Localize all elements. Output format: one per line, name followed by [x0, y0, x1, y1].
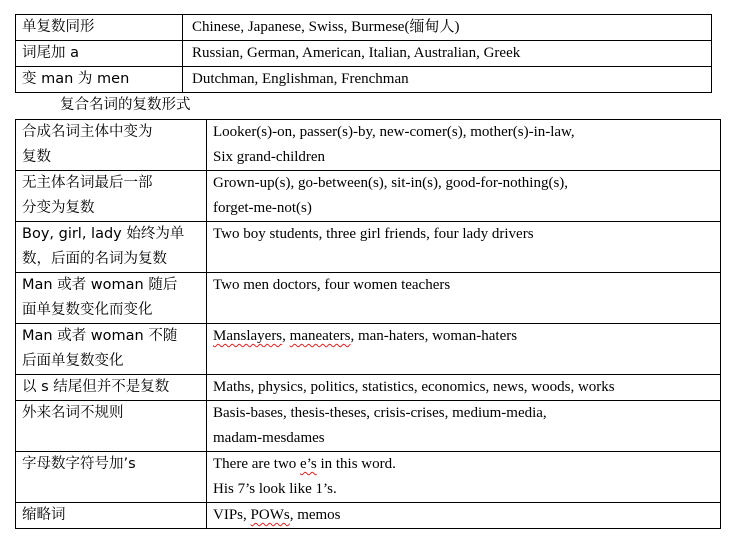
row-examples: Dutchman, Englishman, Frenchman — [183, 67, 712, 93]
row-label — [16, 401, 207, 452]
row-examples — [207, 401, 721, 452]
table-row — [16, 503, 721, 529]
row-label — [16, 452, 207, 503]
section-heading: 复合名词的复数形式 — [60, 97, 191, 113]
example-line: Grown-up(s), go-between(s), sit-in(s), good-for-nothing(s), — [213, 175, 569, 191]
top-table — [15, 14, 712, 93]
example-text: , — [282, 328, 290, 344]
compound-noun-table — [15, 119, 721, 529]
label-line: 复数 — [22, 149, 51, 165]
table-row — [16, 324, 721, 375]
example-line: Looker(s)-on, passer(s)-by, new-comer(s), mother(s)-in-law, — [213, 124, 575, 140]
row-examples — [207, 120, 721, 171]
row-examples — [207, 273, 721, 324]
label-line: 合成名词主体中变为 — [22, 124, 153, 140]
row-examples: Chinese, Japanese, Swiss, Burmese(缅甸人) — [183, 15, 712, 41]
label-line: Boy, girl, lady 始终为单 — [22, 226, 185, 242]
table-row — [16, 41, 712, 67]
row-examples — [207, 171, 721, 222]
row-label — [16, 375, 207, 401]
example-text: , man-haters, woman-haters — [350, 328, 518, 344]
example-line: Maths, physics, politics, statistics, economics, news, woods, works — [213, 379, 615, 395]
table-row — [16, 452, 721, 503]
spellcheck-word: maneaters — [289, 328, 351, 344]
row-examples: Russian, German, American, Italian, Australian, Greek — [183, 41, 712, 67]
row-examples — [207, 324, 721, 375]
example-line: madam-mesdames — [213, 430, 325, 446]
example-line: forget-me-not(s) — [213, 200, 312, 216]
table-row — [16, 171, 721, 222]
spellcheck-word: e’s — [300, 456, 317, 472]
label-line: 缩略词 — [22, 507, 66, 523]
example-text: There are two — [213, 456, 301, 472]
label-line: 外来名词不规则 — [22, 405, 124, 421]
row-examples — [207, 222, 721, 273]
row-label — [16, 222, 207, 273]
label-line: 数，后面的名词为复数 — [22, 251, 167, 267]
spellcheck-word: POWs — [250, 507, 290, 523]
label-line: 无主体名词最后一部 — [22, 175, 153, 191]
row-label: 变 man 为 men — [16, 67, 183, 93]
example-line — [213, 324, 720, 349]
example-text: VIPs, — [213, 507, 251, 523]
table-row — [16, 401, 721, 452]
example-text: , memos — [289, 507, 341, 523]
label-line: 字母数字符号加’s — [22, 456, 136, 472]
row-label — [16, 120, 207, 171]
table-row — [16, 375, 721, 401]
row-label — [16, 324, 207, 375]
row-examples — [207, 452, 721, 503]
example-line: Basis-bases, thesis-theses, crisis-crises, medium-media, — [213, 405, 547, 421]
example-text: in this word. — [316, 456, 396, 472]
row-label — [16, 171, 207, 222]
row-examples — [207, 375, 721, 401]
label-line: Man 或者 woman 不随 — [22, 328, 178, 344]
row-label: 单复数同形 — [16, 15, 183, 41]
spellcheck-word: Manslayers — [213, 328, 283, 344]
table-row — [16, 15, 712, 41]
table-row — [16, 222, 721, 273]
label-line: 面单复数变化而变化 — [22, 302, 153, 318]
example-line: Two boy students, three girl friends, four lady drivers — [213, 226, 534, 242]
table-row — [16, 67, 712, 93]
label-line: 以 s 结尾但并不是复数 — [22, 379, 170, 395]
label-line: Man 或者 woman 随后 — [22, 277, 178, 293]
example-line — [213, 452, 720, 477]
example-line — [213, 503, 720, 528]
row-label — [16, 503, 207, 529]
table-row — [16, 273, 721, 324]
row-label: 词尾加 a — [16, 41, 183, 67]
example-line: Six grand-children — [213, 149, 326, 165]
row-examples — [207, 503, 721, 529]
table-row — [16, 120, 721, 171]
row-label — [16, 273, 207, 324]
example-line: Two men doctors, four women teachers — [213, 277, 451, 293]
label-line: 后面单复数变化 — [22, 353, 124, 369]
example-line: His 7’s look like 1’s. — [213, 481, 337, 497]
label-line: 分变为复数 — [22, 200, 95, 216]
